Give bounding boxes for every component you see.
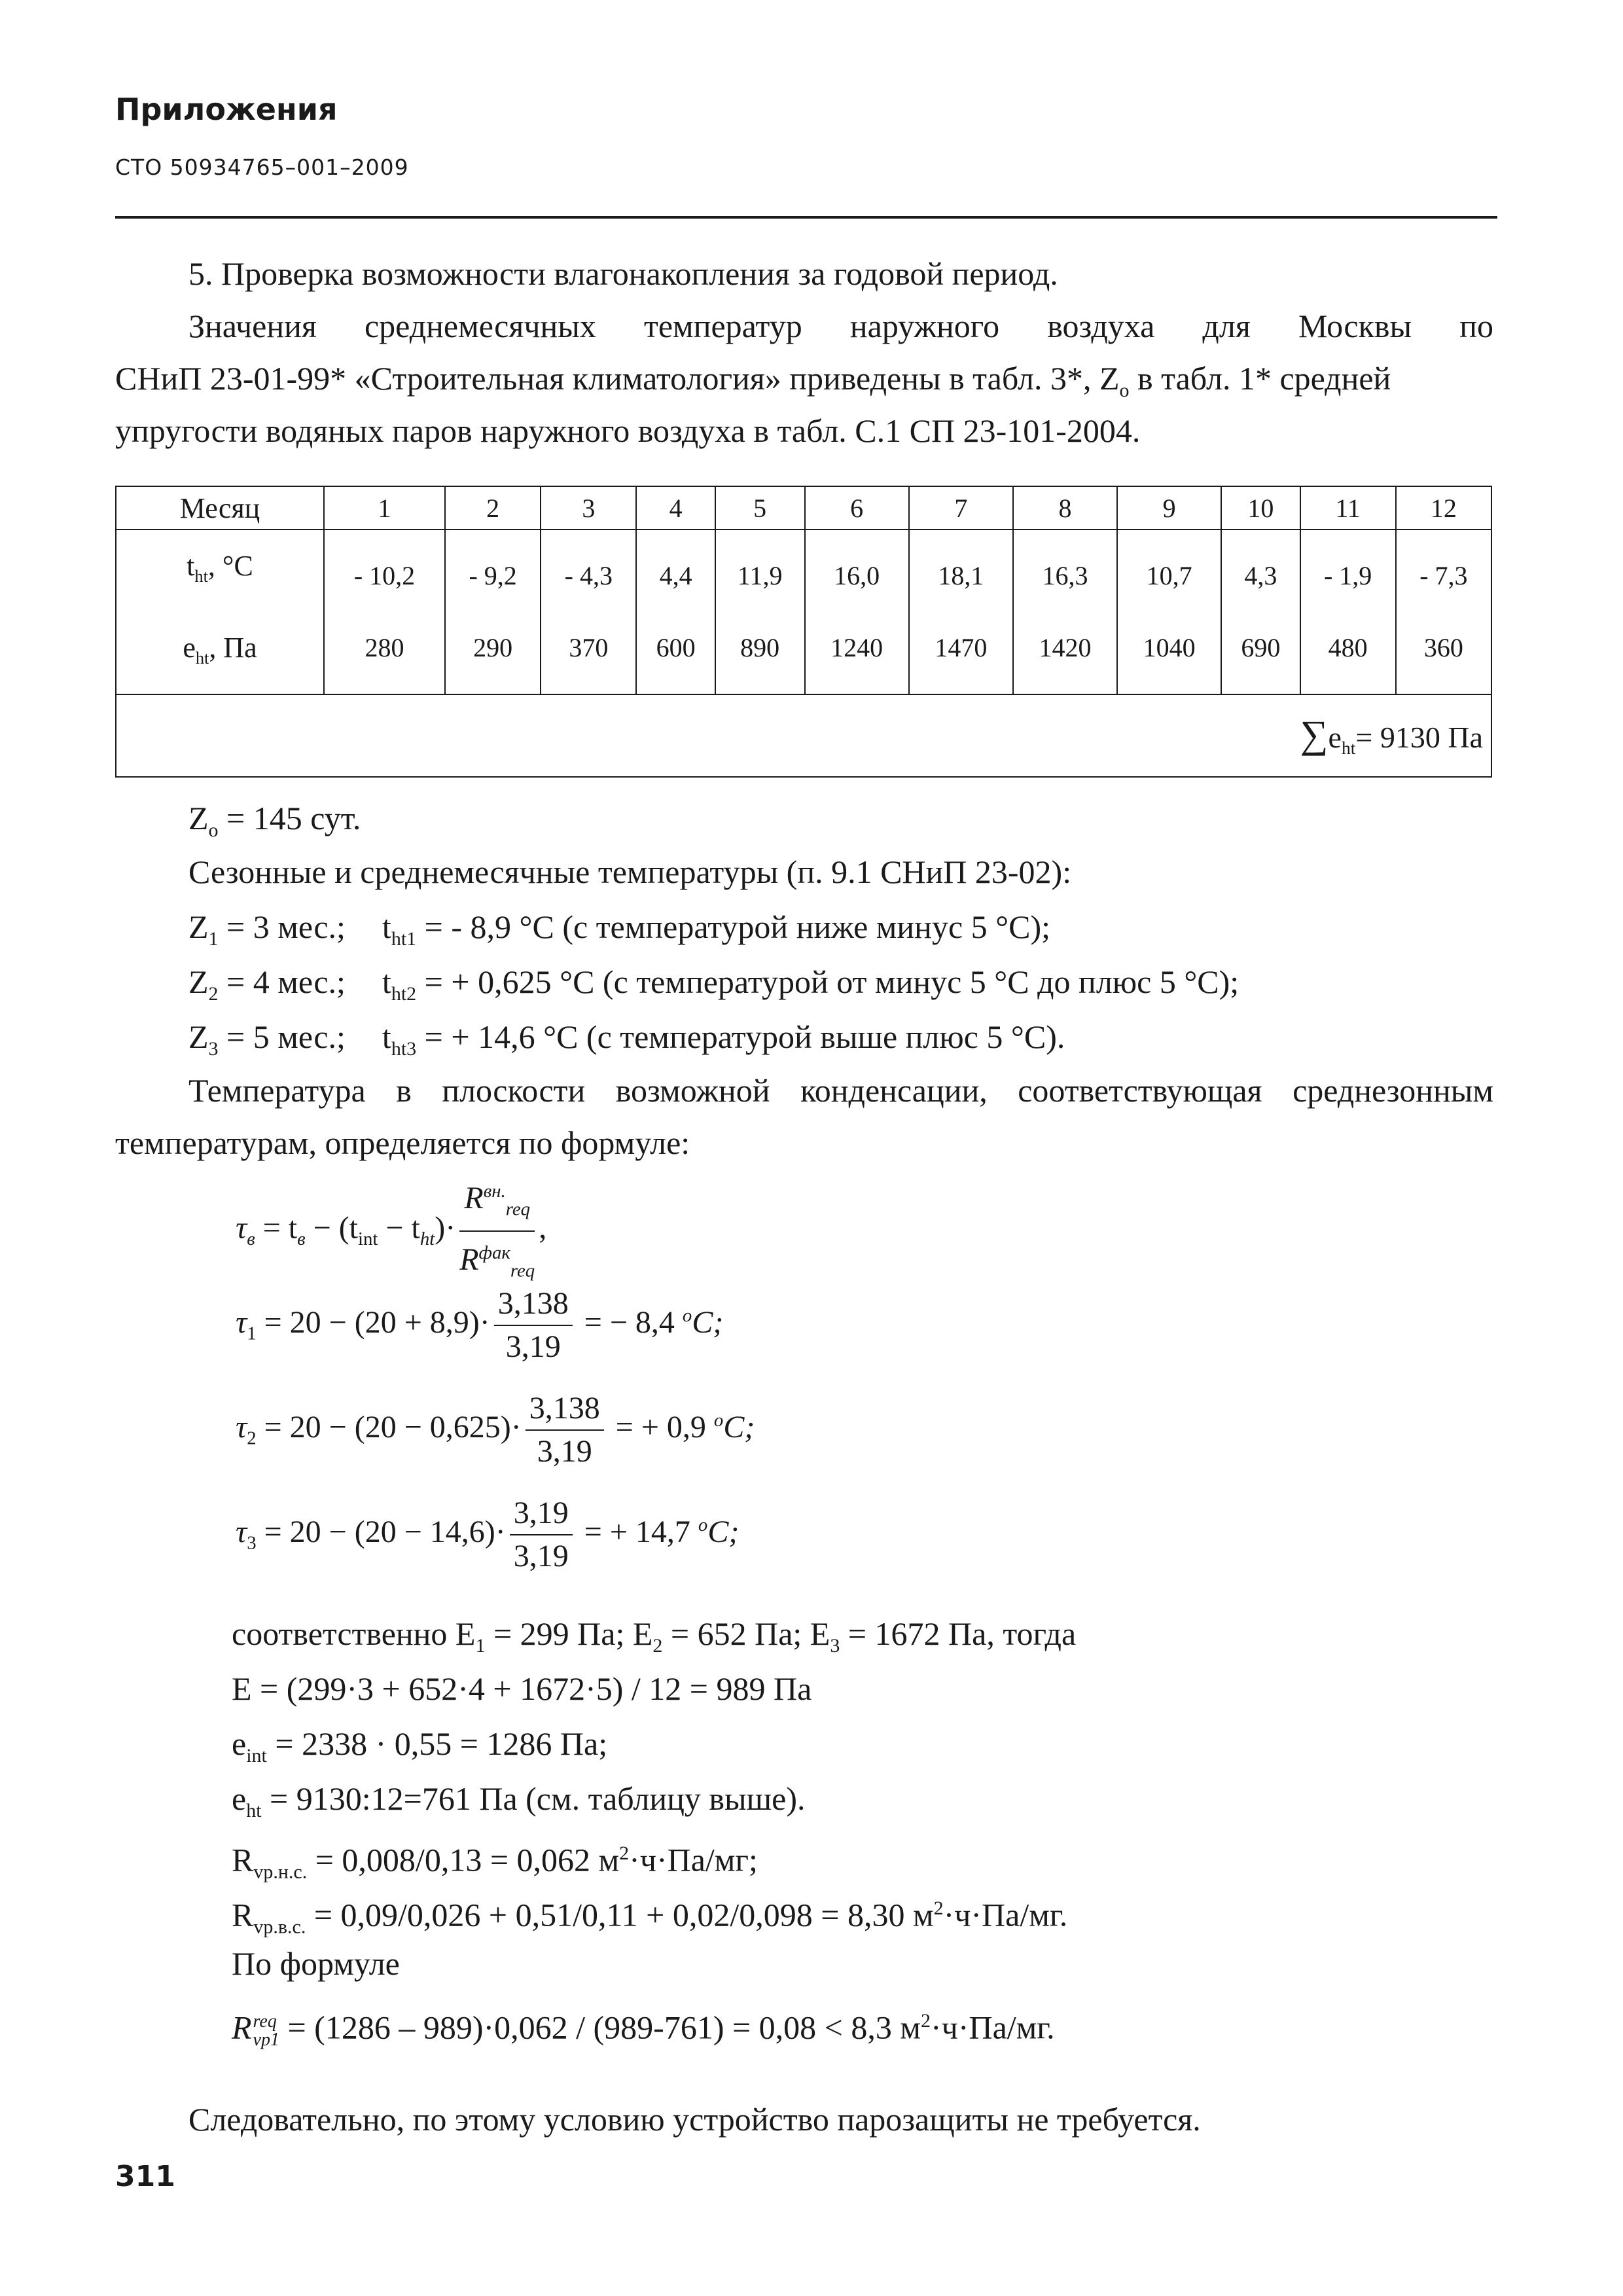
period-z2: $Z_2 = 4$ мес.; $t_{ht2}$ = + 0,625 °С (с температурой от минус 5 °С до плюс 5 °С); xyxy=(188,963,1240,1005)
climate-table xyxy=(115,486,1492,778)
month-cell: 11 xyxy=(1300,486,1396,529)
pressure-value: 890 xyxy=(740,632,780,662)
month-values-5 xyxy=(715,529,805,694)
month-cell: 6 xyxy=(805,486,909,529)
pressure-value: 600 xyxy=(656,632,696,662)
document-code: СТО 50934765–001–2009 xyxy=(115,154,409,180)
temperature-label: $t_{ht}$, °С xyxy=(187,550,253,586)
month-cell: 10 xyxy=(1221,486,1300,529)
temperature-value: 11,9 xyxy=(737,560,783,590)
month-values-8 xyxy=(1013,529,1117,694)
month-values-6 xyxy=(805,529,909,694)
table-header-row xyxy=(116,486,1491,529)
month-cell: 9 xyxy=(1117,486,1221,529)
month-values-9 xyxy=(1117,529,1221,694)
intro-paragraph-2-line-2: СНиП 23-01-99* «Строительная климатология» приведены в табл. 3*, $Z_o$ в табл. 1* средней xyxy=(115,360,1391,401)
header-divider xyxy=(115,216,1497,219)
result-average-e: E = (299·3 + 652·4 + 1672·5) / 12 = 989 Па xyxy=(232,1670,812,1707)
temperature-value: 16,0 xyxy=(834,560,880,590)
month-cell: 5 xyxy=(715,486,805,529)
temperature-value: 16,3 xyxy=(1042,560,1088,590)
condensation-line-2: температурам, определяется по формуле: xyxy=(115,1124,690,1161)
temperature-value: 10,7 xyxy=(1146,560,1192,590)
intro-paragraph-1: 5. Проверка возможности влагонакопления за годовой период. xyxy=(188,255,1058,292)
temperature-value: 18,1 xyxy=(938,560,984,590)
tau-1-formula: $\tau_1 = 20 - (20 + 8,9)\cdot$ $\frac{3,138}{3,19}$ = − 8,4 $^o$C; xyxy=(236,1283,723,1368)
pressure-value: 1240 xyxy=(830,632,883,662)
condensation-line-1: Температура в плоскости возможной конденсации, соответствующая среднезонным xyxy=(188,1072,1493,1109)
pressure-value: 1040 xyxy=(1143,632,1196,662)
pressure-value: 1420 xyxy=(1039,632,1092,662)
month-cell: 1 xyxy=(324,486,445,529)
table-sum-row xyxy=(116,694,1491,777)
temperature-value: 4,3 xyxy=(1244,560,1277,590)
page-number: 311 xyxy=(115,2160,175,2193)
month-values-3 xyxy=(541,529,636,694)
pressure-value: 370 xyxy=(569,632,609,662)
pressure-value: 290 xyxy=(473,632,513,662)
pressure-sum: $\sum e_{ht}= 9130$ Па xyxy=(116,694,1491,777)
tau-3-formula: $\tau_3 = 20 - (20 - 14,6)\cdot$ $\frac{3,19}{3,19}$ = + 14,7 $^o$C; xyxy=(236,1492,739,1577)
temperature-value: - 10,2 xyxy=(353,560,416,590)
temperature-value: - 9,2 xyxy=(469,560,517,590)
pressure-value: 280 xyxy=(365,632,404,662)
formula-intro: По формуле xyxy=(232,1945,400,1982)
month-cell: 12 xyxy=(1396,486,1491,529)
month-label: Месяц xyxy=(116,486,324,529)
period-z1: $Z_1 = 3$ мес.; $t_{ht1}$ = - 8,9 °С (с температурой ниже минус 5 °С); xyxy=(188,908,1051,950)
intro-paragraph-2-line-1: Значения среднемесячных температур наружного воздуха для Москвы по xyxy=(188,308,1493,344)
general-formula: $\tau_в = t_в - (t_{int} - t_{ht})\cdot$ $\frac{R^{вн.}_{req}}{R^{фак}_{req}}$ , xyxy=(236,1170,546,1291)
result-r-required: R req vp1 = (1286 – 989)·0,062 / (989-761) = 0,08 < 8,3 $м^2\cdot ч\cdot Па/мг$. xyxy=(232,2009,1055,2051)
month-cell: 4 xyxy=(636,486,715,529)
result-r-outer: $R_{vp.н.с.} = 0,008/0,13 = 0,062$ $м^2\cdot ч\cdot Па/мг$; xyxy=(232,1841,758,1883)
month-cell: 3 xyxy=(541,486,636,529)
pressure-value: 480 xyxy=(1328,632,1368,662)
month-values-12 xyxy=(1396,529,1491,694)
temperature-value: - 7,3 xyxy=(1419,560,1468,590)
month-cell: 2 xyxy=(445,486,541,529)
pressure-label: $e_{ht}$, Па xyxy=(183,631,257,668)
table-data-row xyxy=(116,529,1491,694)
result-r-inner: $R_{vp.в.с.} = 0,09/0,026 + 0,51/0,11 + 0,02/0,098 = 8,30$ $м^2\cdot ч\cdot Па/мг$. xyxy=(232,1896,1068,1938)
tau-2-formula: $\tau_2 = 20 - (20 - 0,625)\cdot$ $\frac{3,138}{3,19}$ = + 0,9 $^o$C; xyxy=(236,1388,755,1473)
result-e-int: $e_{int} = 2338 \cdot 0,55 = 1286$ Па; xyxy=(232,1725,608,1767)
temperature-value: - 4,3 xyxy=(564,560,613,590)
month-values-1 xyxy=(324,529,445,694)
heating-period-duration: $Z_o = 145$ сут. xyxy=(188,800,361,841)
section-title: Приложения xyxy=(115,92,338,127)
seasonal-intro: Сезонные и среднемесячные температуры (п. 9.1 СНиП 23-02): xyxy=(188,853,1072,890)
month-values-11 xyxy=(1300,529,1396,694)
temperature-value: - 1,9 xyxy=(1323,560,1372,590)
row-labels xyxy=(116,529,324,694)
month-values-2 xyxy=(445,529,541,694)
month-values-10 xyxy=(1221,529,1300,694)
pressure-value: 690 xyxy=(1241,632,1281,662)
result-saturation-pressures: соответственно $E_1 = 299$ Па; $E_2 = 652$ Па; $E_3 = 1672$ Па, тогда xyxy=(232,1615,1077,1657)
month-values-4 xyxy=(636,529,715,694)
month-cell: 7 xyxy=(909,486,1013,529)
intro-paragraph-2-line-3: упругости водяных паров наружного воздуха в табл. С.1 СП 23-101-2004. xyxy=(115,412,1141,449)
month-values-7 xyxy=(909,529,1013,694)
conclusion: Следовательно, по этому условию устройство парозащиты не требуется. xyxy=(188,2101,1201,2138)
temperature-value: 4,4 xyxy=(659,560,692,590)
result-e-ht: $e_{ht}$ = 9130:12=761 Па (см. таблицу выше). xyxy=(232,1780,806,1821)
month-cell: 8 xyxy=(1013,486,1117,529)
pressure-value: 360 xyxy=(1423,632,1463,662)
period-z3: $Z_3 = 5$ мес.; $t_{ht3}$ = + 14,6 °С (с температурой выше плюс 5 °С). xyxy=(188,1018,1065,1060)
pressure-value: 1470 xyxy=(935,632,988,662)
